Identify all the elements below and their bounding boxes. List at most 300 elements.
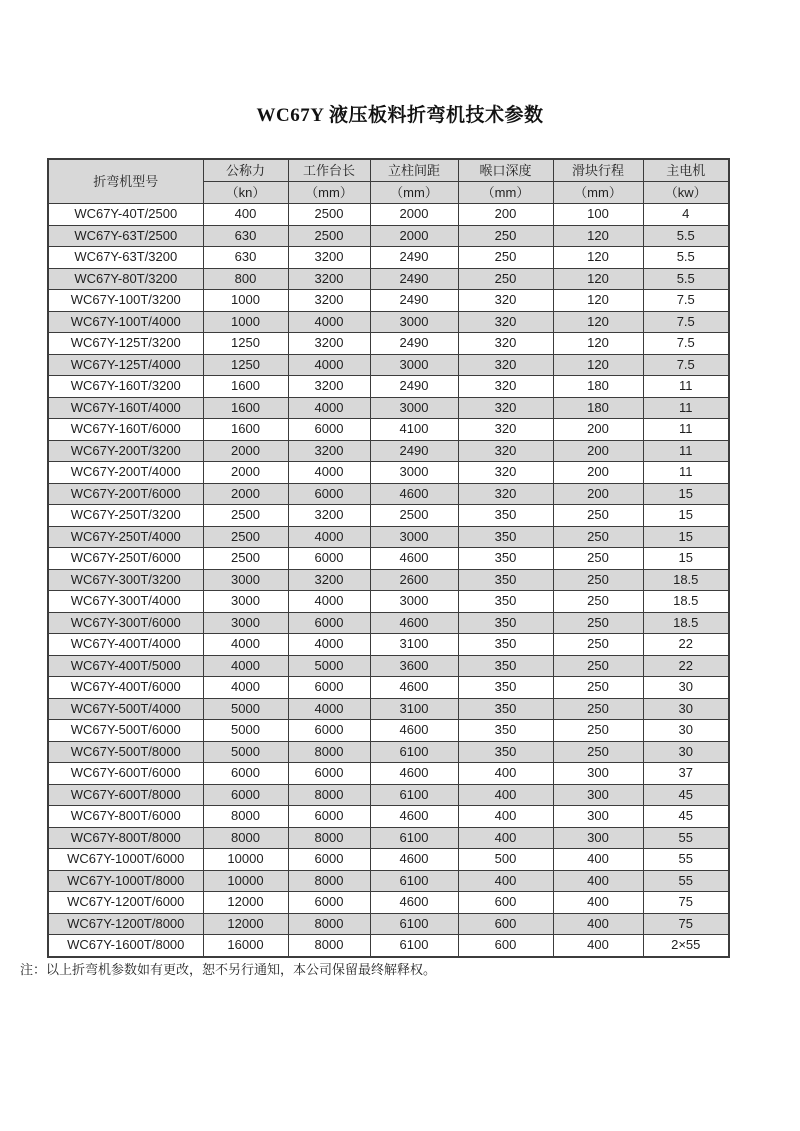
table-row <box>48 720 729 742</box>
value-cell: 4100 <box>370 419 458 441</box>
value-cell: 3200 <box>288 505 370 527</box>
value-cell: 400 <box>458 806 553 828</box>
model-cell: WC67Y-40T/2500 <box>48 204 203 226</box>
model-cell: WC67Y-250T/6000 <box>48 548 203 570</box>
value-cell: 7.5 <box>643 354 729 376</box>
model-cell: WC67Y-160T/6000 <box>48 419 203 441</box>
model-cell: WC67Y-800T/8000 <box>48 827 203 849</box>
value-cell: 120 <box>553 333 643 355</box>
value-cell: 30 <box>643 741 729 763</box>
value-cell: 400 <box>203 204 288 226</box>
value-cell: 4000 <box>288 526 370 548</box>
table-row <box>48 505 729 527</box>
value-cell: 350 <box>458 612 553 634</box>
value-cell: 4000 <box>288 354 370 376</box>
value-cell: 350 <box>458 591 553 613</box>
value-cell: 2500 <box>203 548 288 570</box>
value-cell: 6000 <box>288 849 370 871</box>
col-unit-main-motor: （kw） <box>643 182 729 204</box>
table-row <box>48 849 729 871</box>
value-cell: 30 <box>643 677 729 699</box>
value-cell: 120 <box>553 268 643 290</box>
model-cell: WC67Y-200T/6000 <box>48 483 203 505</box>
table-row <box>48 354 729 376</box>
value-cell: 120 <box>553 290 643 312</box>
value-cell: 320 <box>458 397 553 419</box>
model-cell: WC67Y-600T/8000 <box>48 784 203 806</box>
value-cell: 600 <box>458 913 553 935</box>
table-row <box>48 333 729 355</box>
value-cell: 12000 <box>203 892 288 914</box>
table-row <box>48 677 729 699</box>
value-cell: 4000 <box>288 311 370 333</box>
value-cell: 250 <box>553 634 643 656</box>
value-cell: 7.5 <box>643 333 729 355</box>
value-cell: 6000 <box>288 763 370 785</box>
table-row <box>48 870 729 892</box>
model-cell: WC67Y-400T/5000 <box>48 655 203 677</box>
value-cell: 120 <box>553 225 643 247</box>
table-row <box>48 225 729 247</box>
value-cell: 5.5 <box>643 247 729 269</box>
value-cell: 350 <box>458 569 553 591</box>
value-cell: 3000 <box>370 526 458 548</box>
value-cell: 5000 <box>203 741 288 763</box>
model-cell: WC67Y-1200T/8000 <box>48 913 203 935</box>
value-cell: 6000 <box>288 806 370 828</box>
table-row <box>48 268 729 290</box>
value-cell: 2490 <box>370 268 458 290</box>
value-cell: 120 <box>553 311 643 333</box>
value-cell: 2000 <box>203 462 288 484</box>
table-row <box>48 462 729 484</box>
value-cell: 18.5 <box>643 612 729 634</box>
value-cell: 6000 <box>288 677 370 699</box>
model-cell: WC67Y-100T/4000 <box>48 311 203 333</box>
value-cell: 5000 <box>288 655 370 677</box>
value-cell: 8000 <box>288 827 370 849</box>
model-cell: WC67Y-800T/6000 <box>48 806 203 828</box>
value-cell: 6000 <box>203 784 288 806</box>
table-row <box>48 935 729 957</box>
value-cell: 6000 <box>288 720 370 742</box>
value-cell: 2500 <box>288 225 370 247</box>
value-cell: 250 <box>553 505 643 527</box>
model-cell: WC67Y-300T/6000 <box>48 612 203 634</box>
value-cell: 3000 <box>370 591 458 613</box>
value-cell: 15 <box>643 548 729 570</box>
model-cell: WC67Y-400T/6000 <box>48 677 203 699</box>
value-cell: 4600 <box>370 892 458 914</box>
value-cell: 6000 <box>288 612 370 634</box>
value-cell: 3200 <box>288 440 370 462</box>
value-cell: 320 <box>458 376 553 398</box>
model-cell: WC67Y-500T/4000 <box>48 698 203 720</box>
value-cell: 45 <box>643 784 729 806</box>
value-cell: 250 <box>553 655 643 677</box>
value-cell: 3000 <box>203 591 288 613</box>
model-cell: WC67Y-1000T/8000 <box>48 870 203 892</box>
table-row <box>48 483 729 505</box>
value-cell: 37 <box>643 763 729 785</box>
table-row <box>48 612 729 634</box>
table-row <box>48 827 729 849</box>
value-cell: 400 <box>553 892 643 914</box>
table-row <box>48 806 729 828</box>
value-cell: 250 <box>458 247 553 269</box>
value-cell: 5.5 <box>643 225 729 247</box>
value-cell: 1000 <box>203 290 288 312</box>
value-cell: 4600 <box>370 806 458 828</box>
value-cell: 1600 <box>203 376 288 398</box>
value-cell: 3200 <box>288 569 370 591</box>
table-row <box>48 376 729 398</box>
value-cell: 250 <box>553 677 643 699</box>
table-row <box>48 892 729 914</box>
value-cell: 100 <box>553 204 643 226</box>
value-cell: 2490 <box>370 333 458 355</box>
table-row <box>48 204 729 226</box>
value-cell: 250 <box>553 698 643 720</box>
value-cell: 45 <box>643 806 729 828</box>
value-cell: 8000 <box>288 935 370 957</box>
value-cell: 75 <box>643 892 729 914</box>
header-name-row <box>48 159 729 182</box>
value-cell: 6000 <box>288 483 370 505</box>
value-cell: 5000 <box>203 698 288 720</box>
value-cell: 320 <box>458 483 553 505</box>
value-cell: 250 <box>553 720 643 742</box>
value-cell: 250 <box>553 741 643 763</box>
value-cell: 400 <box>553 935 643 957</box>
value-cell: 320 <box>458 311 553 333</box>
model-cell: WC67Y-160T/3200 <box>48 376 203 398</box>
value-cell: 6100 <box>370 935 458 957</box>
value-cell: 1000 <box>203 311 288 333</box>
value-cell: 250 <box>553 591 643 613</box>
value-cell: 250 <box>553 548 643 570</box>
table-row <box>48 698 729 720</box>
value-cell: 4600 <box>370 763 458 785</box>
value-cell: 180 <box>553 376 643 398</box>
table-row <box>48 290 729 312</box>
value-cell: 350 <box>458 741 553 763</box>
value-cell: 200 <box>553 440 643 462</box>
model-cell: WC67Y-125T/3200 <box>48 333 203 355</box>
col-unit-throat-depth: （mm） <box>458 182 553 204</box>
value-cell: 4000 <box>203 634 288 656</box>
value-cell: 55 <box>643 827 729 849</box>
spec-table <box>47 158 730 958</box>
value-cell: 2500 <box>203 526 288 548</box>
value-cell: 10000 <box>203 870 288 892</box>
value-cell: 300 <box>553 784 643 806</box>
model-cell: WC67Y-300T/4000 <box>48 591 203 613</box>
value-cell: 1600 <box>203 397 288 419</box>
value-cell: 400 <box>458 784 553 806</box>
value-cell: 1250 <box>203 354 288 376</box>
value-cell: 11 <box>643 376 729 398</box>
value-cell: 200 <box>458 204 553 226</box>
value-cell: 18.5 <box>643 569 729 591</box>
value-cell: 4000 <box>203 655 288 677</box>
value-cell: 4000 <box>288 634 370 656</box>
col-unit-nominal-force: （kn） <box>203 182 288 204</box>
col-unit-column-distance: （mm） <box>370 182 458 204</box>
model-cell: WC67Y-250T/3200 <box>48 505 203 527</box>
value-cell: 2500 <box>288 204 370 226</box>
value-cell: 300 <box>553 827 643 849</box>
value-cell: 8000 <box>288 741 370 763</box>
value-cell: 6000 <box>203 763 288 785</box>
model-cell: WC67Y-300T/3200 <box>48 569 203 591</box>
value-cell: 2000 <box>370 204 458 226</box>
value-cell: 350 <box>458 677 553 699</box>
value-cell: 3000 <box>203 612 288 634</box>
value-cell: 2000 <box>370 225 458 247</box>
value-cell: 320 <box>458 333 553 355</box>
value-cell: 4000 <box>288 462 370 484</box>
value-cell: 350 <box>458 526 553 548</box>
col-unit-worktable-length: （mm） <box>288 182 370 204</box>
value-cell: 7.5 <box>643 290 729 312</box>
value-cell: 250 <box>553 569 643 591</box>
table-row <box>48 247 729 269</box>
table-row <box>48 784 729 806</box>
table-row <box>48 634 729 656</box>
value-cell: 250 <box>458 268 553 290</box>
table-row <box>48 741 729 763</box>
model-cell: WC67Y-125T/4000 <box>48 354 203 376</box>
value-cell: 3200 <box>288 376 370 398</box>
value-cell: 350 <box>458 505 553 527</box>
value-cell: 3200 <box>288 247 370 269</box>
value-cell: 8000 <box>288 784 370 806</box>
value-cell: 2490 <box>370 247 458 269</box>
value-cell: 8000 <box>203 806 288 828</box>
value-cell: 250 <box>458 225 553 247</box>
value-cell: 630 <box>203 247 288 269</box>
model-cell: WC67Y-100T/3200 <box>48 290 203 312</box>
col-header-worktable-length: 工作台长 <box>288 159 370 182</box>
value-cell: 320 <box>458 440 553 462</box>
value-cell: 600 <box>458 935 553 957</box>
value-cell: 15 <box>643 526 729 548</box>
value-cell: 4600 <box>370 677 458 699</box>
value-cell: 10000 <box>203 849 288 871</box>
value-cell: 3200 <box>288 290 370 312</box>
value-cell: 6100 <box>370 827 458 849</box>
value-cell: 400 <box>553 913 643 935</box>
value-cell: 400 <box>458 763 553 785</box>
value-cell: 2600 <box>370 569 458 591</box>
table-row <box>48 548 729 570</box>
value-cell: 6100 <box>370 741 458 763</box>
model-cell: WC67Y-250T/4000 <box>48 526 203 548</box>
value-cell: 400 <box>458 870 553 892</box>
value-cell: 7.5 <box>643 311 729 333</box>
value-cell: 500 <box>458 849 553 871</box>
model-cell: WC67Y-1200T/6000 <box>48 892 203 914</box>
model-cell: WC67Y-500T/8000 <box>48 741 203 763</box>
value-cell: 2000 <box>203 440 288 462</box>
value-cell: 6100 <box>370 870 458 892</box>
value-cell: 350 <box>458 698 553 720</box>
value-cell: 600 <box>458 892 553 914</box>
value-cell: 320 <box>458 462 553 484</box>
table-row <box>48 591 729 613</box>
page-title: WC67Y 液压板料折弯机技术参数 <box>256 105 544 126</box>
model-cell: WC67Y-1600T/8000 <box>48 935 203 957</box>
value-cell: 800 <box>203 268 288 290</box>
value-cell: 8000 <box>203 827 288 849</box>
value-cell: 250 <box>553 526 643 548</box>
model-cell: WC67Y-63T/3200 <box>48 247 203 269</box>
value-cell: 350 <box>458 548 553 570</box>
value-cell: 4000 <box>288 698 370 720</box>
value-cell: 4600 <box>370 849 458 871</box>
table-row <box>48 440 729 462</box>
value-cell: 6100 <box>370 913 458 935</box>
model-cell: WC67Y-600T/6000 <box>48 763 203 785</box>
value-cell: 250 <box>553 612 643 634</box>
value-cell: 11 <box>643 419 729 441</box>
value-cell: 300 <box>553 806 643 828</box>
footnote-prefix: 注： <box>20 962 47 977</box>
col-unit-ram-stroke: （mm） <box>553 182 643 204</box>
value-cell: 3600 <box>370 655 458 677</box>
table-row <box>48 419 729 441</box>
value-cell: 6000 <box>288 892 370 914</box>
value-cell: 11 <box>643 440 729 462</box>
value-cell: 3000 <box>370 462 458 484</box>
value-cell: 4 <box>643 204 729 226</box>
model-cell: WC67Y-200T/4000 <box>48 462 203 484</box>
table-row <box>48 763 729 785</box>
value-cell: 4600 <box>370 612 458 634</box>
value-cell: 11 <box>643 462 729 484</box>
value-cell: 400 <box>458 827 553 849</box>
model-cell: WC67Y-500T/6000 <box>48 720 203 742</box>
value-cell: 4600 <box>370 483 458 505</box>
value-cell: 4000 <box>203 677 288 699</box>
value-cell: 400 <box>553 870 643 892</box>
value-cell: 2490 <box>370 376 458 398</box>
value-cell: 3100 <box>370 634 458 656</box>
value-cell: 4000 <box>288 397 370 419</box>
value-cell: 5000 <box>203 720 288 742</box>
value-cell: 400 <box>553 849 643 871</box>
value-cell: 3200 <box>288 268 370 290</box>
value-cell: 2500 <box>370 505 458 527</box>
table-row <box>48 655 729 677</box>
value-cell: 350 <box>458 655 553 677</box>
value-cell: 1250 <box>203 333 288 355</box>
value-cell: 11 <box>643 397 729 419</box>
value-cell: 4000 <box>288 591 370 613</box>
value-cell: 350 <box>458 720 553 742</box>
value-cell: 55 <box>643 849 729 871</box>
value-cell: 18.5 <box>643 591 729 613</box>
value-cell: 2490 <box>370 290 458 312</box>
footnote <box>20 959 436 978</box>
footnote-text: 以上折弯机参数如有更改，恕不另行通知，本公司保留最终解释权。 <box>46 962 437 977</box>
model-cell: WC67Y-160T/4000 <box>48 397 203 419</box>
value-cell: 30 <box>643 698 729 720</box>
table-body <box>48 204 729 957</box>
value-cell: 3200 <box>288 333 370 355</box>
value-cell: 2000 <box>203 483 288 505</box>
table-row <box>48 526 729 548</box>
value-cell: 22 <box>643 655 729 677</box>
value-cell: 300 <box>553 763 643 785</box>
col-header-ram-stroke: 滑块行程 <box>553 159 643 182</box>
table-row <box>48 569 729 591</box>
col-header-column-distance: 立柱间距 <box>370 159 458 182</box>
model-cell: WC67Y-200T/3200 <box>48 440 203 462</box>
value-cell: 30 <box>643 720 729 742</box>
value-cell: 2500 <box>203 505 288 527</box>
table-header <box>48 159 729 204</box>
value-cell: 6000 <box>288 419 370 441</box>
value-cell: 8000 <box>288 913 370 935</box>
value-cell: 630 <box>203 225 288 247</box>
model-cell: WC67Y-80T/3200 <box>48 268 203 290</box>
col-header-model: 折弯机型号 <box>48 159 203 204</box>
value-cell: 180 <box>553 397 643 419</box>
value-cell: 22 <box>643 634 729 656</box>
value-cell: 200 <box>553 483 643 505</box>
value-cell: 8000 <box>288 870 370 892</box>
value-cell: 3100 <box>370 698 458 720</box>
value-cell: 350 <box>458 634 553 656</box>
value-cell: 1600 <box>203 419 288 441</box>
value-cell: 3000 <box>370 354 458 376</box>
model-cell: WC67Y-1000T/6000 <box>48 849 203 871</box>
value-cell: 4600 <box>370 720 458 742</box>
value-cell: 6100 <box>370 784 458 806</box>
value-cell: 3000 <box>370 397 458 419</box>
col-header-main-motor: 主电机 <box>643 159 729 182</box>
value-cell: 120 <box>553 247 643 269</box>
value-cell: 5.5 <box>643 268 729 290</box>
value-cell: 12000 <box>203 913 288 935</box>
value-cell: 15 <box>643 505 729 527</box>
value-cell: 320 <box>458 290 553 312</box>
model-cell: WC67Y-400T/4000 <box>48 634 203 656</box>
table-row <box>48 397 729 419</box>
value-cell: 15 <box>643 483 729 505</box>
value-cell: 16000 <box>203 935 288 957</box>
col-header-nominal-force: 公称力 <box>203 159 288 182</box>
table-row <box>48 311 729 333</box>
value-cell: 3000 <box>370 311 458 333</box>
col-header-throat-depth: 喉口深度 <box>458 159 553 182</box>
value-cell: 200 <box>553 462 643 484</box>
value-cell: 2×55 <box>643 935 729 957</box>
value-cell: 320 <box>458 419 553 441</box>
value-cell: 3000 <box>203 569 288 591</box>
value-cell: 4600 <box>370 548 458 570</box>
value-cell: 2490 <box>370 440 458 462</box>
value-cell: 320 <box>458 354 553 376</box>
value-cell: 6000 <box>288 548 370 570</box>
value-cell: 120 <box>553 354 643 376</box>
table-row <box>48 913 729 935</box>
model-cell: WC67Y-63T/2500 <box>48 225 203 247</box>
value-cell: 75 <box>643 913 729 935</box>
value-cell: 200 <box>553 419 643 441</box>
